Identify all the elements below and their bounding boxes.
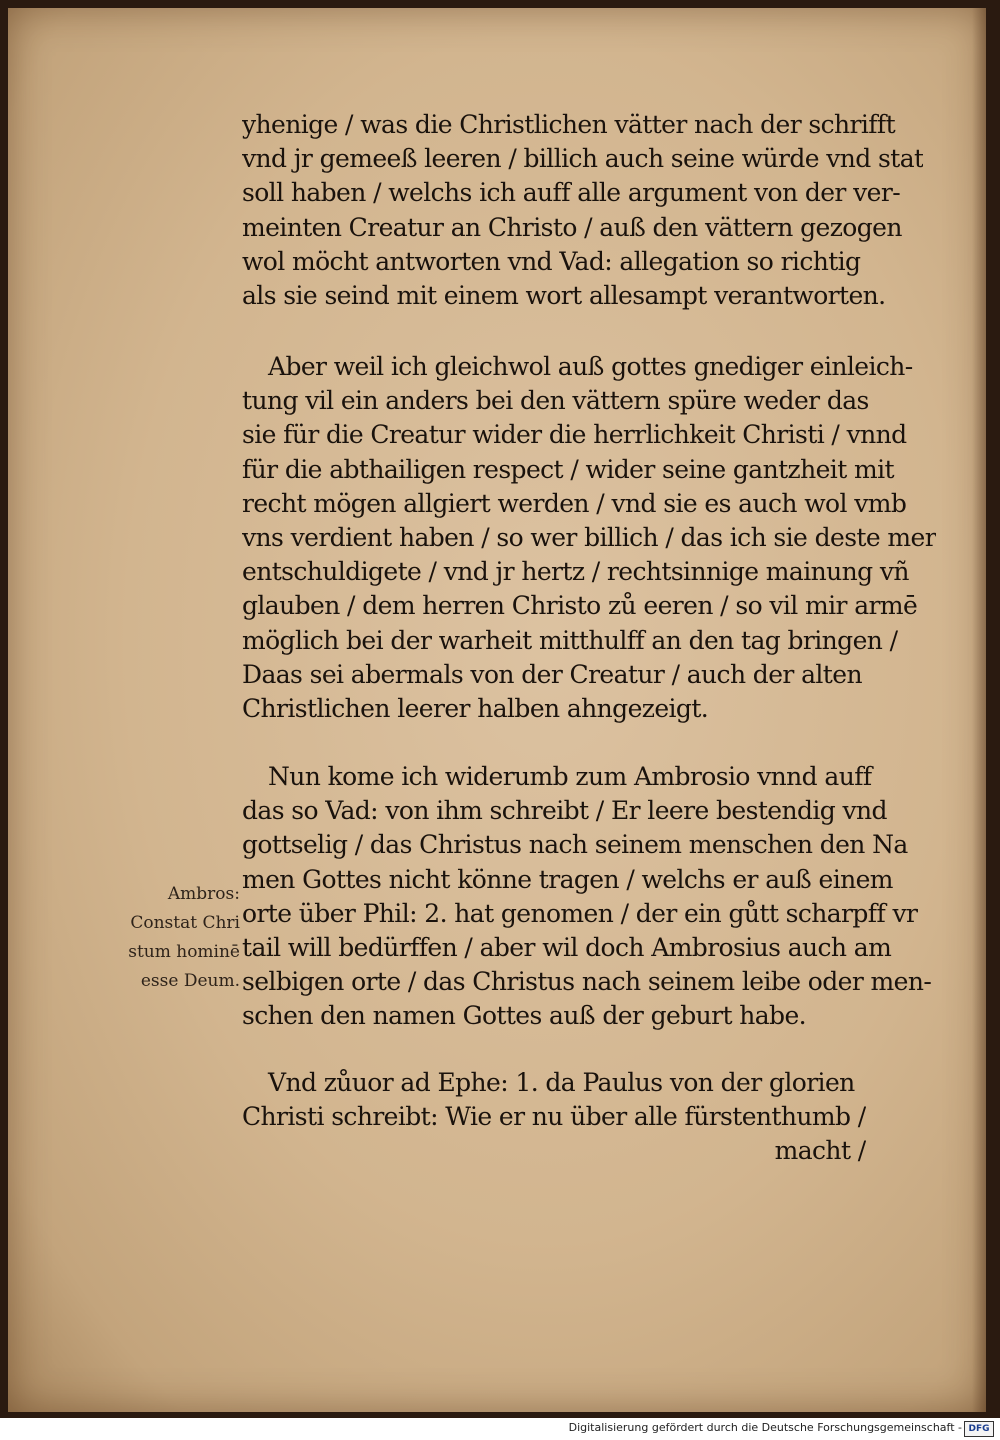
text-line: das so Vad: von ihm schreibt / Er leere bestendig vnd: [242, 796, 887, 826]
text-line: tung vil ein anders bei den vättern spüre weder das: [242, 386, 869, 416]
text-line: vnd jr gemeeß leeren / billich auch seine würde vnd stat: [242, 144, 924, 174]
paragraph-1: [242, 108, 923, 313]
text-line: meinten Creatur an Christo / auß den vättern gezogen: [242, 212, 902, 242]
text-line: vns verdient haben / so wer billich / das ich sie deste mer: [242, 522, 937, 552]
text-line: entschuldigete / vnd jr hertz / rechtsinnige mainung vñ: [242, 557, 909, 587]
text-line: men Gottes nicht könne tragen / welchs er auß einem: [242, 864, 893, 894]
paragraph-3: [242, 760, 931, 1034]
text-line: selbigen orte / das Christus nach seinem leibe oder men-: [242, 967, 932, 997]
footer-bar: [0, 1418, 1000, 1440]
marginal-note: [112, 880, 240, 996]
text-line: Nun kome ich widerumb zum Ambrosio vnnd auff: [268, 762, 872, 791]
text-line: gottselig / das Christus nach seinem menschen den Na: [242, 830, 908, 860]
text-line: soll haben / welchs ich auff alle argument von der ver-: [242, 178, 901, 208]
text-line: möglich bei der warheit mitthulff an den tag bringen /: [242, 625, 898, 655]
paragraph-2: [242, 350, 936, 726]
catchword: macht /: [774, 1136, 866, 1166]
text-line: Christi schreibt: Wie er nu über alle fürstenthumb /: [242, 1102, 866, 1132]
text-line: Daas sei abermals von der Creatur / auch der alten: [242, 659, 862, 689]
text-line: wol möcht antworten vnd Vad: allegation so richtig: [242, 246, 861, 276]
text-line: glauben / dem herren Christo zů eeren / so vil mir armē: [242, 591, 918, 621]
marginal-note-line: Constat Chri: [130, 913, 240, 933]
text-line: sie für die Creatur wider die herrlichkeit Christi / vnnd: [242, 420, 907, 450]
text-line: Christlichen leerer halben ahngezeigt.: [242, 693, 709, 723]
marginal-note-line: Ambros:: [167, 884, 240, 904]
page-edge-shadow: [972, 8, 986, 1412]
text-line: als sie seind mit einem wort allesampt verantworten.: [242, 280, 886, 310]
book-page: [8, 8, 986, 1412]
text-line: Aber weil ich gleichwol auß gottes gnediger einleich-: [268, 352, 913, 381]
text-line: Vnd zůuor ad Ephe: 1. da Paulus von der glorien: [268, 1068, 855, 1097]
marginal-note-line: esse Deum.: [140, 971, 240, 991]
text-line: für die abthailigen respect / wider seine gantzheit mit: [242, 454, 894, 484]
text-line: tail will bedürffen / aber wil doch Ambrosius auch am: [242, 932, 892, 962]
dfg-logo-icon: DFG: [964, 1421, 994, 1437]
text-line: yhenige / was die Christlichen vätter nach der schrifft: [242, 110, 896, 139]
text-line: schen den namen Gottes auß der geburt habe.: [242, 1001, 807, 1031]
text-line: orte über Phil: 2. hat genomen / der ein gůtt scharpff vr: [242, 898, 918, 928]
marginal-note-line: stum hominē: [128, 942, 240, 962]
text-line: recht mögen allgiert werden / vnd sie es auch wol vmb: [242, 488, 907, 518]
paragraph-4: [242, 1066, 866, 1169]
funding-credit: Digitalisierung gefördert durch die Deutsche Forschungsgemeinschaft -: [568, 1421, 962, 1434]
